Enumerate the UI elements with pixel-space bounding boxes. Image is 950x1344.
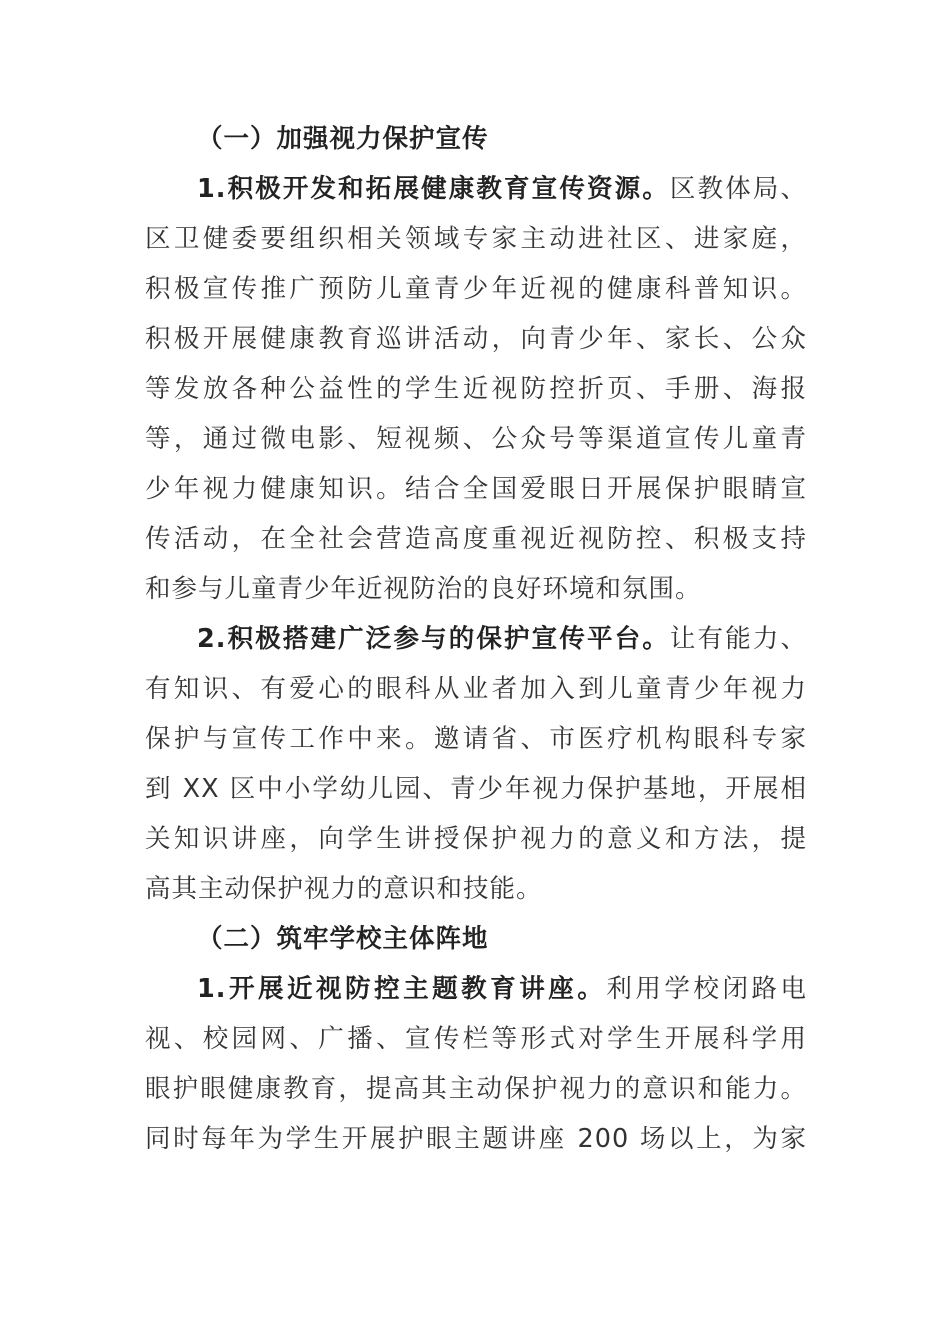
paragraph-line: 到 XX 区中小学幼儿园、青少年视力保护基地，开展相 — [145, 774, 807, 804]
paragraph-line — [197, 168, 807, 210]
paragraph-line: 关知识讲座，向学生讲授保护视力的意义和方法，提 — [145, 824, 807, 854]
paragraph-line: 等，通过微电影、短视频、公众号等渠道宣传儿童青 — [145, 424, 807, 454]
item-2-1-title: 1.开展近视防控主题教育讲座。 — [197, 974, 607, 1004]
paragraph-line: 少年视力健康知识。结合全国爱眼日开展保护眼睛宣 — [145, 474, 807, 504]
paragraph-line: 有知识、有爱心的眼科从业者加入到儿童青少年视力 — [145, 674, 807, 704]
item-1-1-title: 1.积极开发和拓展健康教育宣传资源。 — [197, 174, 670, 204]
paragraph-text: 区教体局、 — [669, 174, 807, 204]
item-1-2-title: 2.积极搭建广泛参与的保护宣传平台。 — [197, 624, 670, 654]
paragraph-text: 利用学校闭路电 — [606, 974, 807, 1004]
paragraph-line: 同时每年为学生开展护眼主题讲座 200 场以上，为家 — [145, 1124, 807, 1154]
section-1-heading: （一）加强视力保护宣传 — [197, 124, 489, 154]
paragraph-line: 眼护眼健康教育，提高其主动保护视力的意识和能力。 — [145, 1074, 807, 1104]
paragraph-line: 保护与宣传工作中来。邀请省、市医疗机构眼科专家 — [145, 724, 807, 754]
section-2-heading: （二）筑牢学校主体阵地 — [197, 924, 489, 954]
paragraph-line: 等发放各种公益性的学生近视防控折页、手册、海报 — [145, 374, 807, 404]
paragraph-line: 高其主动保护视力的意识和技能。 — [145, 874, 543, 904]
paragraph-line: 积极开展健康教育巡讲活动，向青少年、家长、公众 — [145, 324, 807, 354]
paragraph-line — [197, 618, 807, 660]
paragraph-line: 传活动，在全社会营造高度重视近视防控、积极支持 — [145, 524, 807, 554]
paragraph-line: 积极宣传推广预防儿童青少年近视的健康科普知识。 — [145, 274, 807, 304]
paragraph-line: 区卫健委要组织相关领域专家主动进社区、进家庭， — [145, 224, 807, 254]
paragraph-text: 让有能力、 — [669, 624, 807, 654]
paragraph-line — [197, 968, 807, 1010]
paragraph-line: 和参与儿童青少年近视防治的良好环境和氛围。 — [145, 574, 702, 604]
paragraph-line: 视、校园网、广播、宣传栏等形式对学生开展科学用 — [145, 1024, 807, 1054]
